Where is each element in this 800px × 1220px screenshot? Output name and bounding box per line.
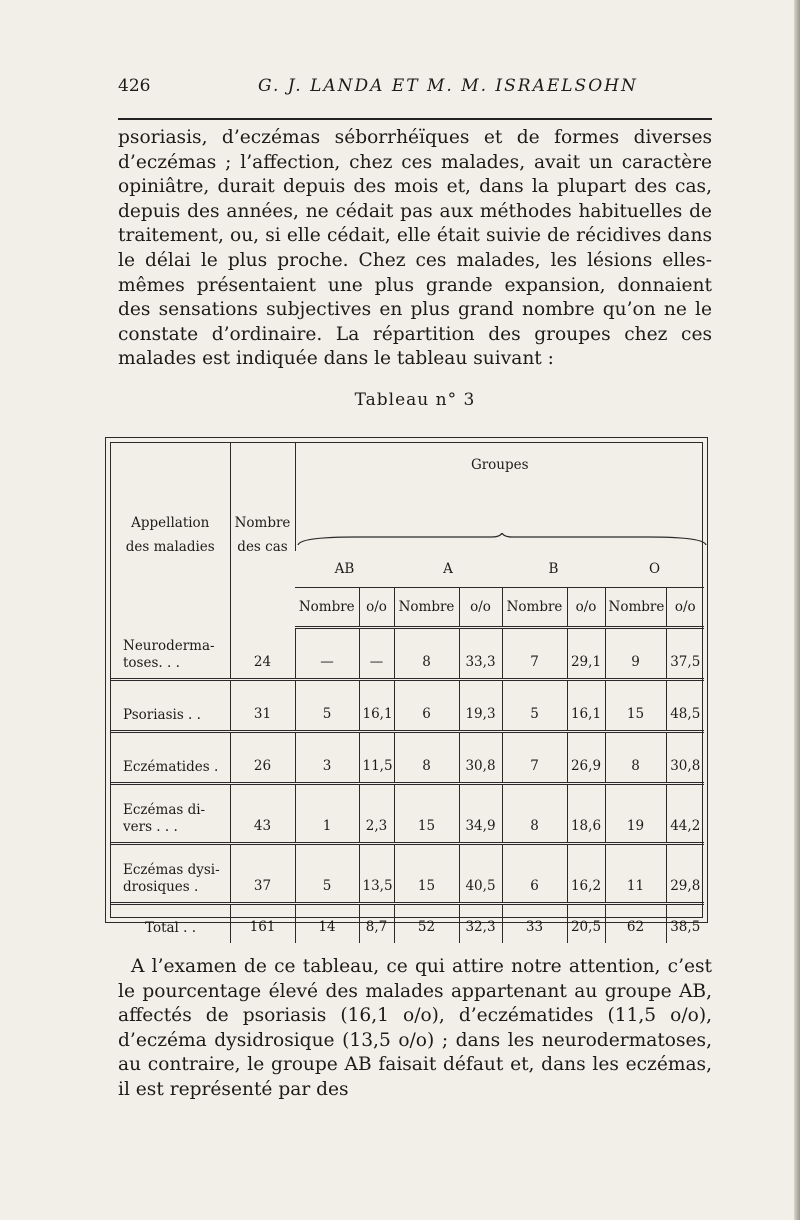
cell-o-pct: 30,8 bbox=[666, 731, 704, 783]
cell-b-nombre: 7 bbox=[502, 731, 567, 783]
cell-cas: 161 bbox=[230, 903, 295, 943]
cell-b-pct: 20,5 bbox=[567, 903, 605, 943]
cell-o-nombre: 62 bbox=[605, 903, 666, 943]
col-header-appellation-line1: Appellation bbox=[131, 515, 210, 531]
cell-cas: 43 bbox=[230, 783, 295, 843]
row-name: Neuroderma- toses. . . bbox=[111, 627, 230, 679]
cell-ab-nombre: — bbox=[295, 627, 359, 679]
row-name: Total . . bbox=[145, 920, 197, 936]
table-row bbox=[111, 783, 704, 843]
running-head-authors: G. J. LANDA ET M. M. ISRAELSOHN bbox=[258, 76, 638, 96]
cell-o-pct: 44,2 bbox=[666, 783, 704, 843]
cell-o-pct: 48,5 bbox=[666, 679, 704, 731]
cell-b-nombre: 7 bbox=[502, 627, 567, 679]
running-header bbox=[118, 76, 712, 104]
cell-ab-nombre: 3 bbox=[295, 731, 359, 783]
row-name: Psoriasis . . bbox=[111, 679, 230, 731]
cell-a-pct: 32,3 bbox=[459, 903, 502, 943]
subheader-pct: o/o bbox=[359, 587, 394, 627]
subheader-pct: o/o bbox=[459, 587, 502, 627]
cell-cas: 24 bbox=[230, 627, 295, 679]
col-header-appellation-line2: des maladies bbox=[125, 539, 215, 555]
cell-b-nombre: 5 bbox=[502, 679, 567, 731]
cell-o-nombre: 19 bbox=[605, 783, 666, 843]
cell-a-pct: 34,9 bbox=[459, 783, 502, 843]
cell-ab-nombre: 1 bbox=[295, 783, 359, 843]
group-header-a bbox=[394, 551, 502, 587]
cell-o-nombre: 15 bbox=[605, 679, 666, 731]
cell-b-pct: 26,9 bbox=[567, 731, 605, 783]
groupes-brace bbox=[296, 533, 708, 547]
row-name: Eczémas dysi- drosiques . bbox=[111, 843, 230, 903]
col-header-nombre-line2: des cas bbox=[237, 539, 288, 555]
body-paragraph-bottom: A l’examen de ce tableau, ce qui attire notre attention, c’est le pourcentage élevé des malades appartenant au groupe AB, affectés de psoriasis (16,1 o/o), d’eczématides (11,5 o/o), d’eczéma dysidrosique (13,5 o/o) ; dans les neurodermatoses, au contraire, le groupe AB faisait défaut et, dans les eczémas, il est représenté par des bbox=[118, 956, 712, 1100]
cell-o-nombre: 11 bbox=[605, 843, 666, 903]
cell-ab-nombre: 14 bbox=[295, 903, 359, 943]
table-title: Tableau n° 3 bbox=[354, 390, 476, 410]
cell-cas: 26 bbox=[230, 731, 295, 783]
cell-ab-pct: 16,1 bbox=[359, 679, 394, 731]
group-ab-label: AB bbox=[334, 560, 355, 577]
table-row bbox=[111, 627, 704, 679]
subheader-nombre: Nombre bbox=[394, 587, 459, 627]
cell-o-pct: 38,5 bbox=[666, 903, 704, 943]
cell-ab-nombre: 5 bbox=[295, 843, 359, 903]
cell-a-pct: 33,3 bbox=[459, 627, 502, 679]
cell-o-nombre: 9 bbox=[605, 627, 666, 679]
group-header-o bbox=[605, 551, 704, 587]
group-a-label: A bbox=[443, 560, 453, 577]
cell-cas: 31 bbox=[230, 679, 295, 731]
cell-a-nombre: 15 bbox=[394, 843, 459, 903]
col-header-nombre-line1: Nombre bbox=[234, 515, 291, 531]
cell-cas: 37 bbox=[230, 843, 295, 903]
cell-a-nombre: 8 bbox=[394, 627, 459, 679]
cell-ab-pct: 13,5 bbox=[359, 843, 394, 903]
subheader-nombre: Nombre bbox=[295, 587, 359, 627]
cell-b-pct: 16,1 bbox=[567, 679, 605, 731]
col-header-appellation bbox=[111, 443, 230, 627]
cell-b-nombre: 33 bbox=[502, 903, 567, 943]
data-table-frame bbox=[105, 437, 712, 936]
cell-a-nombre: 8 bbox=[394, 731, 459, 783]
group-header-b bbox=[502, 551, 605, 587]
subheader-nombre: Nombre bbox=[502, 587, 567, 627]
group-b-label: B bbox=[548, 560, 559, 577]
cell-b-pct: 16,2 bbox=[567, 843, 605, 903]
row-name: Eczémas di- vers . . . bbox=[111, 783, 230, 843]
groupes-label: Groupes bbox=[470, 457, 529, 473]
cell-ab-nombre: 5 bbox=[295, 679, 359, 731]
subheader-pct: o/o bbox=[666, 587, 704, 627]
cell-a-pct: 19,3 bbox=[459, 679, 502, 731]
table-row bbox=[111, 731, 704, 783]
cell-b-nombre: 8 bbox=[502, 783, 567, 843]
table-row bbox=[111, 843, 704, 903]
subheader-pct: o/o bbox=[567, 587, 605, 627]
cell-b-pct: 29,1 bbox=[567, 627, 605, 679]
cell-ab-pct: 2,3 bbox=[359, 783, 394, 843]
cell-ab-pct: 8,7 bbox=[359, 903, 394, 943]
cell-a-nombre: 52 bbox=[394, 903, 459, 943]
group-o-label: O bbox=[648, 560, 661, 577]
blood-group-table bbox=[111, 443, 704, 943]
cell-o-nombre: 8 bbox=[605, 731, 666, 783]
cell-o-pct: 29,8 bbox=[666, 843, 704, 903]
subheader-nombre: Nombre bbox=[605, 587, 666, 627]
cell-a-pct: 40,5 bbox=[459, 843, 502, 903]
cell-a-nombre: 6 bbox=[394, 679, 459, 731]
header-rule bbox=[118, 118, 712, 120]
table-row bbox=[111, 679, 704, 731]
col-header-groupes bbox=[295, 443, 704, 551]
cell-b-nombre: 6 bbox=[502, 843, 567, 903]
body-paragraph-top: psoriasis, d’eczémas séborrhéïques et de formes diverses d’eczémas ; l’affection, chez ces malades, avait un caractère opiniâtre, durait depuis des mois et, dans la plupart des cas, depuis des années, ne cédait pas aux méthodes habituelles de traitement, ou, si elle cédait, elle était suivie de récidives dans le délai le plus proche. Chez ces malades, les lésions elles-mêmes présentaient une plus grande expansion, donnaient des sensations subjectives en plus grand nombre qu’on ne le constate d’ordinaire. La répartition des groupes chez ces malades est indiquée dans le tableau suivant : bbox=[118, 127, 712, 370]
cell-o-pct: 37,5 bbox=[666, 627, 704, 679]
cell-ab-pct: — bbox=[359, 627, 394, 679]
group-header-ab bbox=[295, 551, 394, 587]
row-name: Eczématides . bbox=[111, 731, 230, 783]
cell-a-nombre: 15 bbox=[394, 783, 459, 843]
table-row-total bbox=[111, 903, 704, 943]
cell-a-pct: 30,8 bbox=[459, 731, 502, 783]
col-header-nombre-cas bbox=[230, 443, 295, 627]
page-edge-shadow bbox=[794, 0, 800, 1220]
cell-b-pct: 18,6 bbox=[567, 783, 605, 843]
cell-ab-pct: 11,5 bbox=[359, 731, 394, 783]
page-number: 426 bbox=[118, 76, 151, 96]
